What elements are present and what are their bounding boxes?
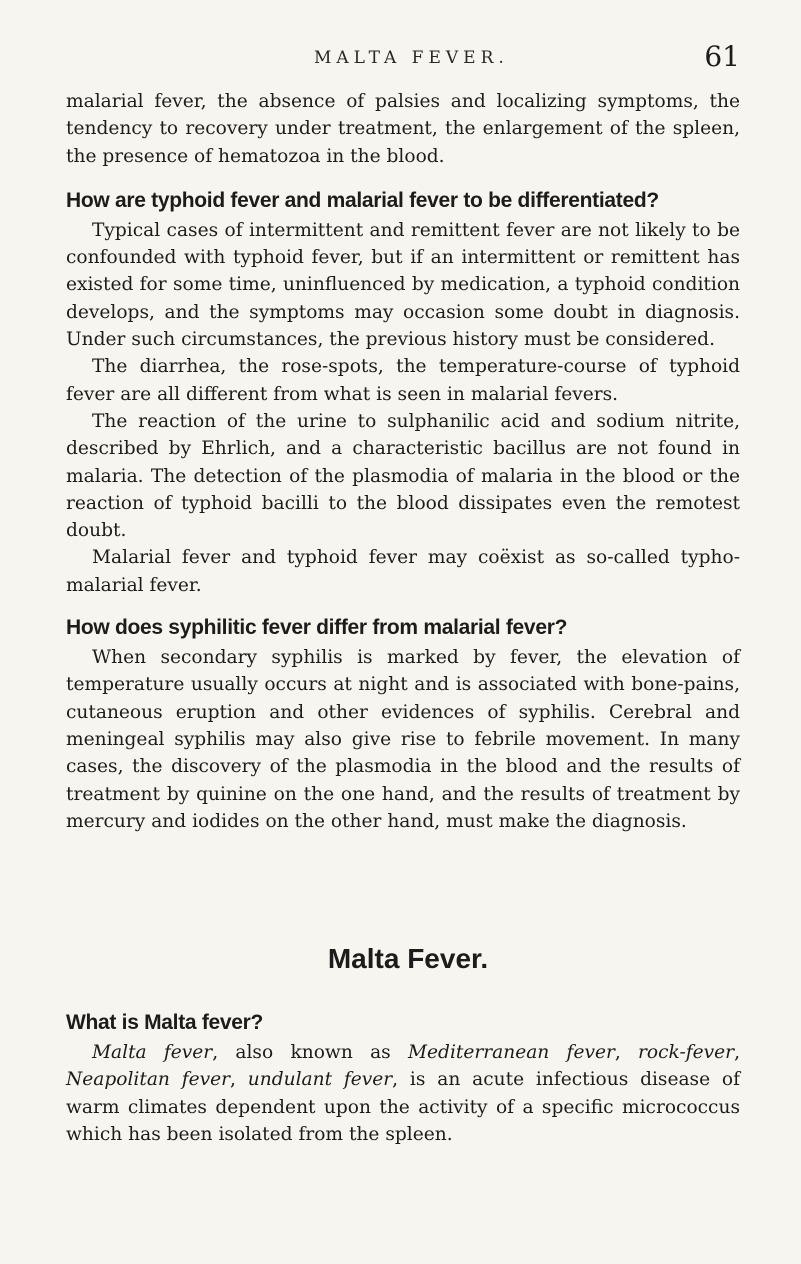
book-page <box>66 40 740 1148</box>
question-heading-syphilitic-fever: How does syphilitic fever differ from malarial fever? <box>66 616 568 640</box>
question-heading-typhoid-vs-malarial: How are typhoid fever and malarial fever to be differentiated? <box>66 188 659 212</box>
paragraph: When secondary syphilis is marked by fever, the elevation of temperature usually occurs at night and is associated with bone-pains, cutaneous eruption and other evidences of syphilis. Cerebral and meningeal syphilis may also give rise to febrile movement. In many cases, the discovery of the plasmodia in the blood and the results of treatment by quinine on the one hand, and the results of treatment by mercury and iodides on the other hand, must make the diagnosis. <box>66 647 740 832</box>
text-run: , also known as <box>212 1042 408 1064</box>
text-run: , <box>230 1069 248 1091</box>
paragraph: The reaction of the urine to sulphanilic acid and sodium nitrite, described by Ehrlich, and a characteristic bacillus are not found in malaria. The detection of the plasmodia of malaria in the blood or the reaction of typhoid bacilli to the blood dissipates even the remotest doubt. <box>66 410 740 542</box>
paragraph: The diarrhea, the rose-spots, the temperature-course of typhoid fever are all different from what is seen in malarial fevers. <box>66 356 740 405</box>
paragraph-malta-definition <box>66 1039 740 1148</box>
term-neapolitan-fever: Neapolitan fever <box>66 1069 230 1091</box>
term-undulant-fever: undulant fever <box>247 1069 393 1091</box>
paragraph: Malarial fever and typhoid fever may coëxist as so-called typho-malarial fever. <box>66 547 740 596</box>
page-number: 61 <box>704 40 740 73</box>
section-heading: Malta Fever. <box>327 943 489 975</box>
term-mediterranean-fever: Mediterranean fever <box>408 1042 615 1064</box>
term-rock-fever: rock-fever <box>638 1042 735 1064</box>
text-run: , <box>614 1042 639 1064</box>
text-run: , <box>734 1042 740 1064</box>
paragraph-continued: malarial fever, the absence of palsies and localizing symptoms, the tendency to recovery under treatment, the enlargement of the spleen, the presence of hematozoa in the blood. <box>66 91 740 167</box>
text-run: , is an acute infectious disease of warm climates dependent upon the activity of a specific micrococcus which has been isolated from the spleen. <box>66 1069 741 1146</box>
running-head <box>66 40 740 88</box>
paragraph: Typical cases of intermittent and remittent fever are not likely to be confounded with typhoid fever, but if an intermittent or remittent has existed for some time, uninfluenced by medication, a typhoid condition develops, and the symptoms may occasion some doubt in diagnosis. Under such circumstances, the previous history must be considered. <box>66 219 740 351</box>
question-heading-malta-fever: What is Malta fever? <box>66 1011 264 1035</box>
term-malta-fever: Malta fever <box>92 1042 213 1064</box>
running-title: MALTA FEVER. <box>314 48 509 68</box>
